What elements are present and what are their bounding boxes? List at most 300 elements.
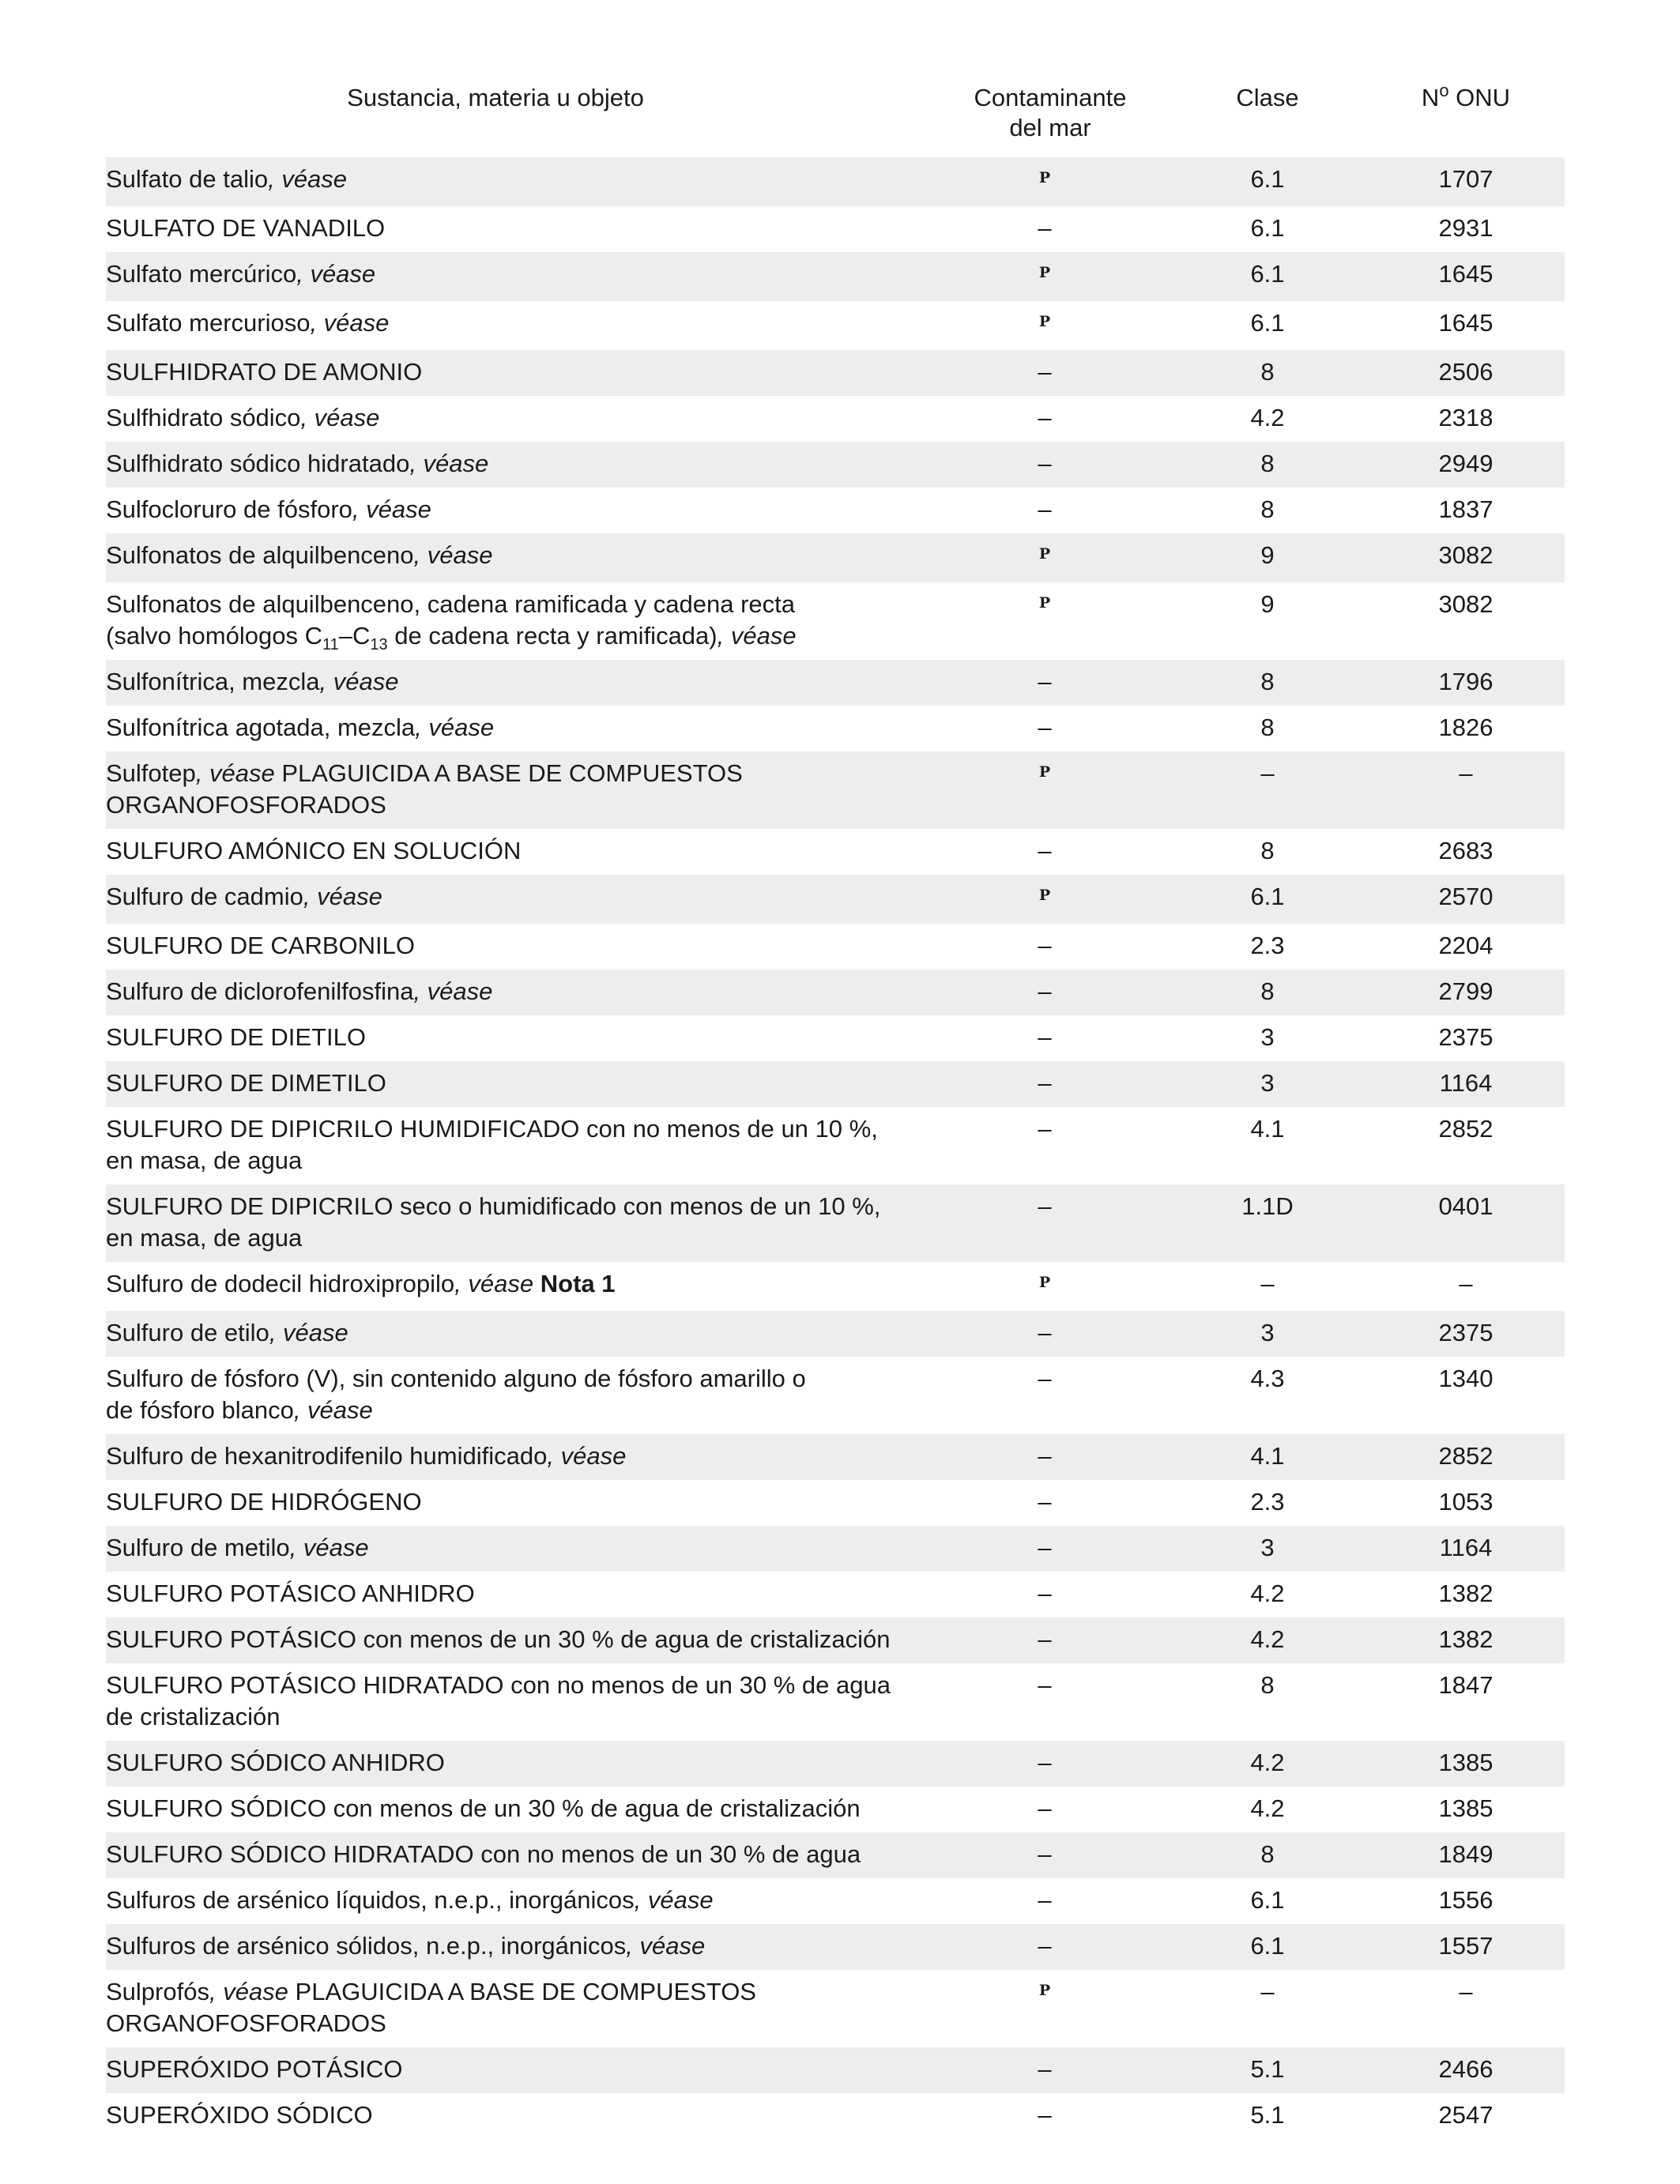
table-row [106, 1061, 1565, 1107]
marine-pollutant-dash: – [1038, 1488, 1052, 1516]
table-header-row [106, 83, 1565, 157]
class-cell: 6.1 [1168, 157, 1367, 206]
substance-name-part: , véase [415, 714, 495, 741]
class-cell: 2.3 [1250, 1488, 1285, 1516]
substance-name-part: Sulfhidrato sódico hidratado [106, 450, 410, 477]
un-number-cell: – [1459, 1978, 1473, 2005]
marine-pollutant-cell [932, 1617, 1168, 1663]
substance-name [106, 301, 932, 350]
marine-pollutant-cell [932, 1107, 1168, 1184]
substance-name [106, 1262, 932, 1311]
class-cell: 4.2 [1250, 1580, 1285, 1607]
substance-name-part: Sulfuro de dodecil hidroxipropilo [106, 1270, 455, 1297]
substance-name [106, 1617, 932, 1663]
marine-pollutant-cell [932, 301, 1168, 350]
substance-name [106, 252, 932, 301]
marine-pollutant-cell [932, 2093, 1168, 2139]
un-number-cell: 2506 [1367, 350, 1565, 396]
substance-name-part: , véase [717, 622, 797, 650]
un-number-cell: 1645 [1367, 252, 1565, 301]
substance-name-part: Sulfocloruro de fósforo [106, 495, 352, 523]
substance-name-part: 11 [322, 636, 339, 653]
substance-name-part: , véase [300, 404, 380, 431]
substance-name-part: ORGANOFOSFORADOS [106, 2009, 386, 2037]
marine-pollutant-mark: P [1038, 169, 1051, 186]
marine-pollutant-dash: – [1038, 450, 1052, 477]
class-cell: 8 [1168, 442, 1367, 488]
table-row [106, 1311, 1565, 1357]
un-number-cell: 1340 [1438, 1365, 1494, 1392]
marine-pollutant-cell [932, 533, 1168, 582]
substance-name-part: SULFURO SÓDICO HIDRATADO con no menos de un 30 % de agua [106, 1840, 861, 1868]
substance-name-part: Sulfuro de diclorofenilfosfina [106, 977, 414, 1005]
class-cell: 8 [1168, 350, 1367, 396]
marine-pollutant-dash: – [1038, 495, 1052, 523]
un-number-cell: 2375 [1367, 1311, 1565, 1357]
table-row [106, 206, 1565, 252]
substance-name-part: de cristalización [106, 1703, 281, 1730]
class-cell: 4.1 [1168, 1434, 1367, 1480]
marine-pollutant-dash: – [1038, 358, 1052, 386]
class-cell: 8 [1168, 1832, 1367, 1878]
substance-table [106, 83, 1565, 2139]
substance-name-part: , véase [289, 1534, 369, 1561]
marine-pollutant-cell [932, 488, 1168, 533]
un-number-cell: 1837 [1438, 495, 1494, 523]
class-cell: 3 [1168, 1526, 1367, 1572]
substance-name [106, 1924, 932, 1970]
table-row [106, 252, 1565, 301]
marine-pollutant-cell [932, 751, 1168, 829]
marine-pollutant-cell [932, 1434, 1168, 1480]
marine-pollutant-dash: – [1038, 1442, 1052, 1470]
un-number-cell: – [1459, 1270, 1473, 1297]
un-number-cell: 2570 [1367, 875, 1565, 924]
marine-pollutant-dash: – [1038, 1365, 1052, 1392]
marine-pollutant-cell [932, 1572, 1168, 1617]
substance-name-part: (salvo homólogos C [106, 622, 322, 650]
marine-pollutant-dash: – [1038, 1069, 1052, 1097]
marine-pollutant-cell [932, 970, 1168, 1015]
marine-pollutant-mark: P [1038, 594, 1051, 612]
substance-name [106, 1832, 932, 1878]
substance-name-part: Sulfhidrato sódico [106, 404, 301, 431]
class-cell: 3 [1260, 1023, 1275, 1051]
substance-name-part: ORGANOFOSFORADOS [106, 791, 386, 819]
table-row [106, 1741, 1565, 1787]
substance-name-part: Nota 1 [540, 1270, 616, 1297]
table-row [106, 1832, 1565, 1878]
substance-name [106, 924, 932, 970]
substance-name-part: Sulfuro de cadmio [106, 883, 303, 910]
marine-pollutant-dash: – [1038, 1192, 1052, 1220]
substance-name-part: PLAGUICIDA A BASE DE COMPUESTOS [274, 759, 743, 787]
substance-name-part: SULFURO DE DIPICRILO seco o humidificado con menos de un 10 %, [106, 1192, 881, 1220]
table-row [106, 1970, 1565, 2047]
table-row [106, 1015, 1565, 1061]
class-cell: 6.1 [1250, 214, 1285, 242]
substance-name-part: , véase [268, 165, 348, 193]
class-cell: – [1168, 751, 1367, 829]
class-cell: 8 [1260, 495, 1275, 523]
substance-name [106, 970, 932, 1015]
marine-pollutant-dash: – [1038, 2101, 1052, 2129]
substance-name-part: SULFURO DE DIETILO [106, 1023, 366, 1051]
substance-name [106, 1311, 932, 1357]
substance-name [106, 829, 932, 875]
class-cell: 6.1 [1168, 875, 1367, 924]
marine-pollutant-dash: – [1038, 1840, 1052, 1868]
table-row [106, 970, 1565, 1015]
marine-pollutant-dash: – [1038, 1534, 1052, 1561]
marine-pollutant-cell [932, 706, 1168, 751]
substance-name-part: , véase [296, 260, 376, 288]
marine-pollutant-mark: P [1038, 763, 1051, 781]
class-cell: 5.1 [1168, 2047, 1367, 2093]
marine-pollutant-cell [932, 157, 1168, 206]
table-row [106, 1924, 1565, 1970]
marine-pollutant-dash: – [1038, 1671, 1052, 1699]
table-row [106, 533, 1565, 582]
substance-name [106, 2093, 932, 2139]
marine-pollutant-dash: – [1038, 837, 1052, 864]
un-number-cell: 1847 [1438, 1671, 1494, 1699]
un-number-cell: 1164 [1367, 1061, 1565, 1107]
substance-name [106, 1015, 932, 1061]
substance-name [106, 1434, 932, 1480]
substance-name-part: Sulprofós [106, 1978, 209, 2005]
class-cell: 6.1 [1250, 1886, 1285, 1914]
table-row [106, 301, 1565, 350]
substance-name [106, 157, 932, 206]
substance-name-part: –C [338, 622, 371, 650]
class-cell: 2.3 [1250, 932, 1285, 959]
substance-name-part: SULFHIDRATO DE AMONIO [106, 358, 423, 386]
un-number-cell: 2949 [1367, 442, 1565, 488]
marine-pollutant-cell [932, 875, 1168, 924]
substance-name-part: , véase [209, 1978, 288, 2005]
class-cell: 9 [1168, 533, 1367, 582]
marine-pollutant-dash: – [1038, 404, 1052, 431]
marine-pollutant-dash: – [1038, 1319, 1052, 1346]
marine-pollutant-cell [932, 1262, 1168, 1311]
substance-name [106, 1061, 932, 1107]
header-un-number: $N^o$ ONU [1421, 81, 1511, 111]
class-cell: 8 [1168, 970, 1367, 1015]
substance-name [106, 1878, 932, 1924]
substance-name [106, 1107, 932, 1184]
marine-pollutant-cell [932, 1924, 1168, 1970]
substance-name-part: , véase [413, 977, 493, 1005]
table-body [106, 157, 1565, 2139]
table-row [106, 1184, 1565, 1262]
un-number-cell: 1382 [1367, 1617, 1565, 1663]
marine-pollutant-mark: P [1038, 1274, 1051, 1291]
substance-name-part [533, 1270, 541, 1297]
class-cell: 4.3 [1250, 1365, 1285, 1392]
marine-pollutant-cell [932, 1832, 1168, 1878]
substance-name [106, 2047, 932, 2093]
marine-pollutant-cell [932, 1878, 1168, 1924]
table-row [106, 1434, 1565, 1480]
substance-name-part: Sulfato de talio [106, 165, 269, 193]
marine-pollutant-cell [932, 1480, 1168, 1526]
table-row [106, 2047, 1565, 2093]
class-cell: 4.2 [1168, 1617, 1367, 1663]
substance-name-part: , véase [303, 883, 382, 910]
table-row [106, 582, 1565, 660]
header-class: Clase [1236, 84, 1299, 111]
header-marine-pollutant: Contaminante del mar [974, 84, 1127, 141]
substance-name-part: Sulfuro de hexanitrodifenilo humidificado [106, 1442, 548, 1470]
marine-pollutant-cell [932, 1061, 1168, 1107]
un-number-cell: 2547 [1438, 2101, 1494, 2129]
marine-pollutant-cell [932, 1184, 1168, 1262]
un-number-cell: 3082 [1367, 533, 1565, 582]
substance-name [106, 533, 932, 582]
table-row [106, 875, 1565, 924]
un-number-cell: 1385 [1367, 1741, 1565, 1787]
substance-name-part: Sulfato mercurioso [106, 309, 311, 337]
substance-name-part: Sulfonatos de alquilbenceno, cadena ramificada y cadena recta [106, 590, 796, 618]
class-cell: 4.2 [1250, 404, 1285, 431]
substance-name [106, 1480, 932, 1526]
un-number-cell: 2318 [1438, 404, 1494, 431]
un-number-cell: – [1367, 751, 1565, 829]
substance-name [106, 706, 932, 751]
substance-name-part: , véase [319, 668, 399, 695]
marine-pollutant-dash: – [1038, 977, 1052, 1005]
marine-pollutant-cell [932, 396, 1168, 442]
table-row [106, 751, 1565, 829]
substance-name-part: PLAGUICIDA A BASE DE COMPUESTOS [288, 1978, 756, 2005]
un-number-cell: 1645 [1438, 309, 1494, 337]
marine-pollutant-dash: – [1038, 1625, 1052, 1653]
marine-pollutant-cell [932, 252, 1168, 301]
table-row [106, 660, 1565, 706]
substance-name-part: Sulfotep [106, 759, 196, 787]
marine-pollutant-dash: – [1038, 214, 1052, 242]
substance-name-part: SULFURO POTÁSICO ANHIDRO [106, 1580, 475, 1607]
marine-pollutant-mark: P [1038, 887, 1051, 904]
substance-name-part: de cadena recta y ramificada) [387, 622, 718, 650]
substance-name-part: SULFURO AMÓNICO EN SOLUCIÓN [106, 837, 522, 864]
table-row [106, 2093, 1565, 2139]
marine-pollutant-mark: P [1038, 1982, 1051, 1999]
marine-pollutant-dash: – [1038, 1115, 1052, 1143]
substance-name-part: 13 [370, 636, 388, 653]
table-row [106, 157, 1565, 206]
substance-name-part: , véase [547, 1442, 627, 1470]
substance-name-part: , véase [195, 759, 275, 787]
substance-name-part: , véase [413, 541, 493, 569]
substance-name-part: SULFURO DE DIMETILO [106, 1069, 386, 1097]
class-cell: 6.1 [1168, 252, 1367, 301]
class-cell: 4.2 [1250, 1794, 1285, 1822]
substance-name-part: , véase [409, 450, 489, 477]
substance-name-part: en masa, de agua [106, 1224, 303, 1252]
substance-name-part: SULFURO DE CARBONILO [106, 932, 416, 959]
substance-name-part: en masa, de agua [106, 1147, 303, 1174]
substance-name-part: , véase [352, 495, 431, 523]
marine-pollutant-dash: – [1038, 1749, 1052, 1776]
un-number-cell: 1707 [1367, 157, 1565, 206]
un-number-cell: 2683 [1438, 837, 1494, 864]
substance-name-part: Sulfonítrica, mezcla [106, 668, 320, 695]
class-cell: 8 [1168, 660, 1367, 706]
table-row [106, 706, 1565, 751]
substance-name-part: , véase [269, 1319, 348, 1346]
substance-name [106, 1526, 932, 1572]
class-cell: 8 [1260, 1671, 1275, 1699]
substance-name-part: SUPERÓXIDO SÓDICO [106, 2101, 373, 2129]
class-cell: 6.1 [1168, 1924, 1367, 1970]
substance-name-part: Sulfonatos de alquilbenceno [106, 541, 414, 569]
table-row [106, 1663, 1565, 1741]
table-row [106, 924, 1565, 970]
table-row [106, 1878, 1565, 1924]
class-cell: 6.1 [1250, 309, 1285, 337]
marine-pollutant-cell [932, 1015, 1168, 1061]
substance-name [106, 1741, 932, 1787]
marine-pollutant-cell [932, 660, 1168, 706]
un-number-cell: 1385 [1438, 1794, 1494, 1822]
marine-pollutant-mark: P [1038, 313, 1051, 330]
substance-name-part: Sulfuros de arsénico líquidos, n.e.p., inorgánicos [106, 1886, 635, 1914]
substance-name [106, 1663, 932, 1741]
substance-name-part: Sulfato mercúrico [106, 260, 297, 288]
substance-name-part: Sulfuro de etilo [106, 1319, 269, 1346]
marine-pollutant-dash: – [1038, 1580, 1052, 1607]
un-number-cell: 1053 [1438, 1488, 1494, 1516]
un-number-cell: 2799 [1367, 970, 1565, 1015]
substance-name [106, 1787, 932, 1832]
marine-pollutant-cell [932, 350, 1168, 396]
table-row [106, 442, 1565, 488]
substance-name [106, 875, 932, 924]
class-cell: 9 [1260, 590, 1275, 618]
substance-name-part: Sulfuro de metilo [106, 1534, 290, 1561]
class-cell: 8 [1260, 837, 1275, 864]
marine-pollutant-cell [932, 1526, 1168, 1572]
class-cell: 8 [1260, 714, 1275, 741]
class-cell: 5.1 [1250, 2101, 1285, 2129]
marine-pollutant-cell [932, 1311, 1168, 1357]
substance-name-part: Sulfonítrica agotada, mezcla [106, 714, 416, 741]
substance-name-part: Sulfuro de fósforo (V), sin contenido alguno de fósforo amarillo o [106, 1365, 806, 1392]
marine-pollutant-cell [932, 829, 1168, 875]
class-cell: 4.1 [1250, 1115, 1285, 1143]
substance-name-part: SULFURO DE HIDRÓGENO [106, 1488, 422, 1516]
substance-name-part: Sulfuros de arsénico sólidos, n.e.p., inorgánicos [106, 1932, 627, 1960]
marine-pollutant-mark: P [1038, 264, 1051, 281]
substance-name [106, 660, 932, 706]
class-cell: – [1260, 1270, 1275, 1297]
substance-name [106, 442, 932, 488]
table-row [106, 350, 1565, 396]
table-row [106, 829, 1565, 875]
marine-pollutant-dash: – [1038, 1794, 1052, 1822]
substance-name [106, 1357, 932, 1434]
substance-name [106, 1572, 932, 1617]
un-number-cell: 0401 [1367, 1184, 1565, 1262]
substance-name-part: , véase [634, 1886, 714, 1914]
marine-pollutant-cell [932, 206, 1168, 252]
table-row [106, 1787, 1565, 1832]
marine-pollutant-mark: P [1038, 545, 1051, 563]
marine-pollutant-cell [932, 1787, 1168, 1832]
marine-pollutant-dash: – [1038, 932, 1052, 959]
substance-name [106, 1970, 932, 2047]
table-row [106, 1572, 1565, 1617]
un-number-cell: 2204 [1438, 932, 1494, 959]
substance-name-part: de fósforo blanco [106, 1396, 294, 1424]
table-row [106, 1526, 1565, 1572]
substance-name-part: SULFURO SÓDICO ANHIDRO [106, 1749, 445, 1776]
marine-pollutant-cell [932, 924, 1168, 970]
un-number-cell: 2375 [1438, 1023, 1494, 1051]
class-cell: 4.2 [1168, 1741, 1367, 1787]
un-number-cell: 2931 [1438, 214, 1494, 242]
substance-name [106, 488, 932, 533]
substance-name-part: SUPERÓXIDO POTÁSICO [106, 2055, 403, 2083]
substance-name [106, 582, 932, 660]
substance-name-part: , véase [454, 1270, 534, 1297]
class-cell: 1.1D [1168, 1184, 1367, 1262]
marine-pollutant-cell [932, 1663, 1168, 1741]
marine-pollutant-dash: – [1038, 2055, 1052, 2083]
substance-name-part: SULFURO POTÁSICO HIDRATADO con no menos de un 30 % de agua [106, 1671, 891, 1699]
marine-pollutant-dash: – [1038, 714, 1052, 741]
un-number-cell: 3082 [1438, 590, 1494, 618]
class-cell: – [1260, 1978, 1275, 2005]
substance-name [106, 206, 932, 252]
class-cell: 3 [1168, 1311, 1367, 1357]
table-row [106, 1357, 1565, 1434]
class-cell: 3 [1168, 1061, 1367, 1107]
table-row [106, 1107, 1565, 1184]
marine-pollutant-cell [932, 1970, 1168, 2047]
marine-pollutant-cell [932, 442, 1168, 488]
table-row [106, 396, 1565, 442]
un-number-cell: 1557 [1367, 1924, 1565, 1970]
substance-name [106, 350, 932, 396]
marine-pollutant-cell [932, 2047, 1168, 2093]
marine-pollutant-cell [932, 1741, 1168, 1787]
table-row [106, 1480, 1565, 1526]
un-number-cell: 1796 [1367, 660, 1565, 706]
marine-pollutant-dash: – [1038, 1932, 1052, 1960]
marine-pollutant-cell [932, 582, 1168, 660]
marine-pollutant-dash: – [1038, 1023, 1052, 1051]
un-number-cell: 2852 [1367, 1434, 1565, 1480]
marine-pollutant-cell [932, 1357, 1168, 1434]
marine-pollutant-dash: – [1038, 1886, 1052, 1914]
un-number-cell: 1826 [1438, 714, 1494, 741]
un-number-cell: 2466 [1367, 2047, 1565, 2093]
substance-name-part: SULFURO POTÁSICO con menos de un 30 % de agua de cristalización [106, 1625, 891, 1653]
un-number-cell: 1849 [1367, 1832, 1565, 1878]
marine-pollutant-dash: – [1038, 668, 1052, 695]
substance-name-part: SULFURO DE DIPICRILO HUMIDIFICADO con no menos de un 10 %, [106, 1115, 878, 1143]
table-row [106, 488, 1565, 533]
substance-name [106, 396, 932, 442]
un-number-cell: 2852 [1438, 1115, 1494, 1143]
substance-name-part: SULFATO DE VANADILO [106, 214, 386, 242]
un-number-cell: 1164 [1367, 1526, 1565, 1572]
table-row [106, 1617, 1565, 1663]
substance-name-part: , véase [310, 309, 390, 337]
